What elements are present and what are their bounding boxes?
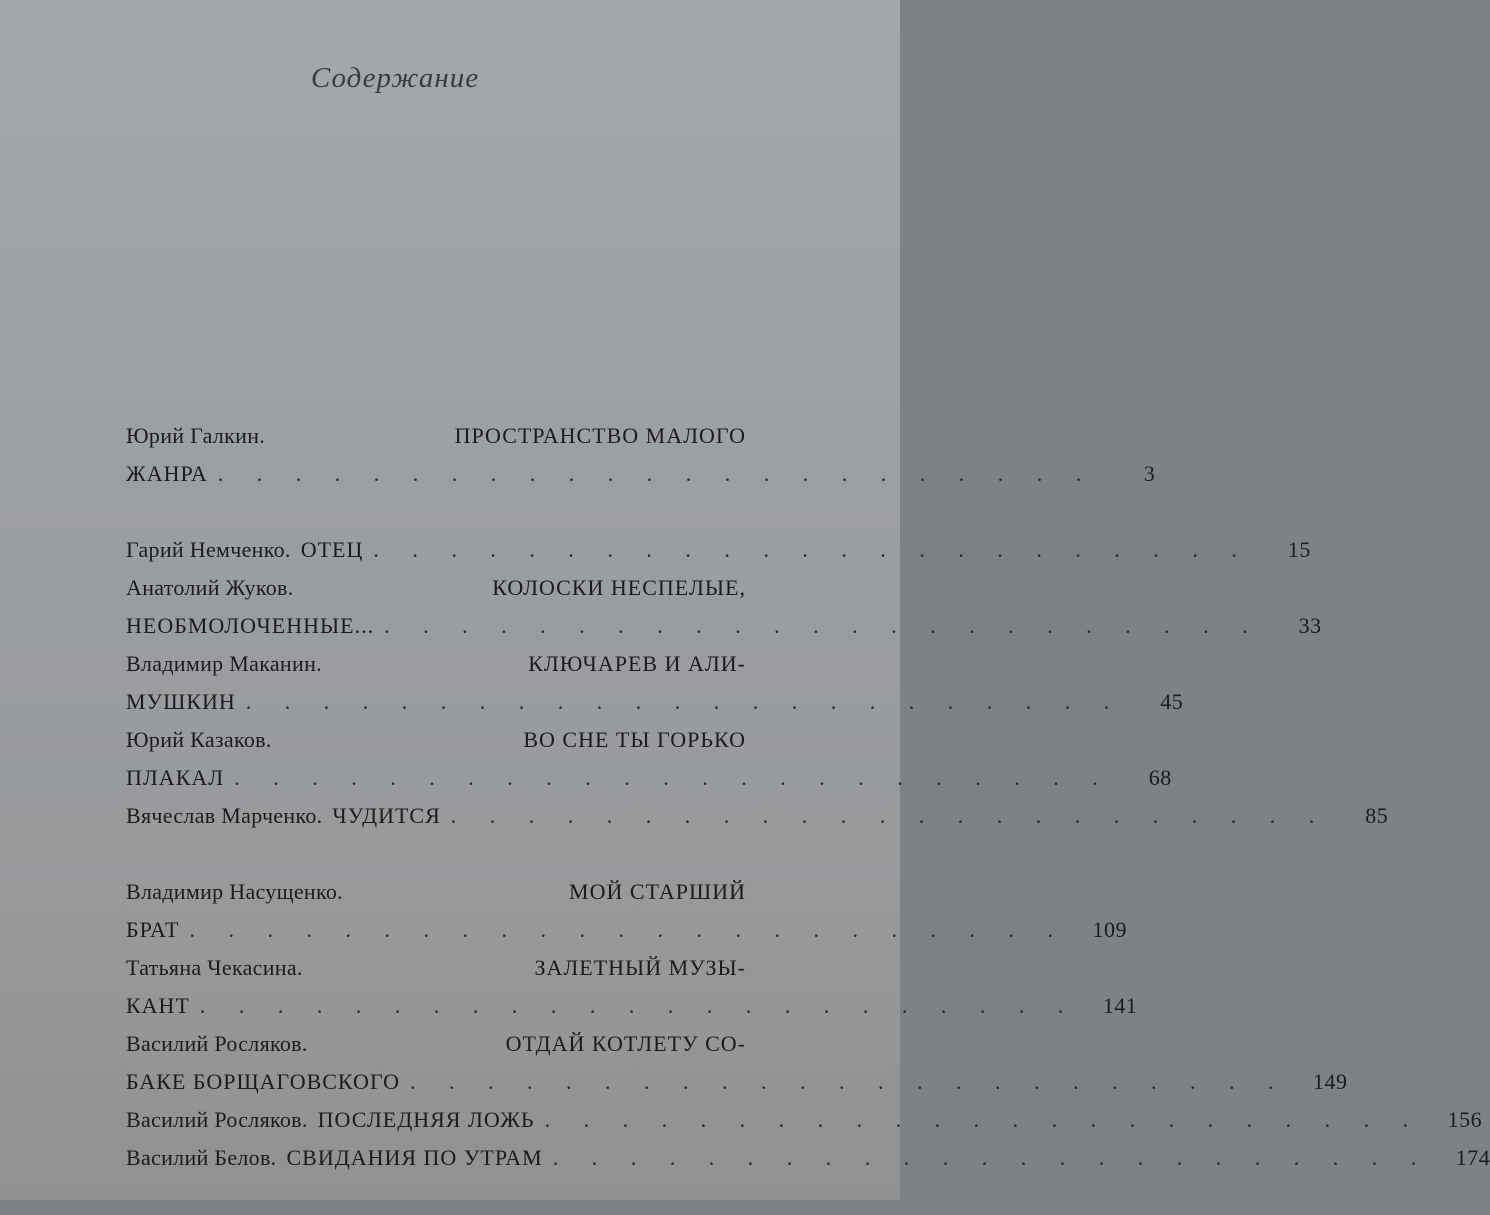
toc-line [126,759,1172,797]
toc-line [126,721,746,759]
entry-title: БРАТ [126,917,180,942]
toc-line [126,1063,1348,1101]
entry-title: КЛЮЧАРЕВ И АЛИ- [528,651,746,676]
dot-leader: . . . . . . . . . . . . . . . . . . . . . . . [217,461,1096,486]
dot-leader: . . . . . . . . . . . . . . . . . . . . . . . [189,917,1067,942]
entry-title: ЧУДИТСЯ [332,803,441,828]
toc-line [126,455,1156,493]
dot-leader: . . . . . . . . . . . . . . . . . . . . . . . [199,993,1078,1018]
entry-page-number: 109 [1092,917,1127,942]
entry-title: ЗАЛЕТНЫЙ МУЗЫ- [534,955,746,980]
toc-line [126,607,1322,645]
entry-author: Василий Росляков. [126,1031,308,1056]
entry-author: Татьяна Чекасина. [126,955,303,980]
entry-page-number: 68 [1148,765,1172,790]
toc-entry[interactable] [126,1025,1348,1101]
entry-page-number: 141 [1102,993,1138,1018]
toc-line [126,645,746,683]
dot-leader: . . . . . . . . . . . . . . . . . . . . . . . [544,1107,1423,1132]
toc-group [126,873,1490,1177]
entry-author: Анатолий Жуков. [126,575,294,600]
toc-line [126,873,746,911]
entry-author: Вячеслав Марченко. [126,803,323,828]
dot-leader: . . . . . . . . . . . . . . . . . . . . . . . [234,765,1112,790]
toc-entry[interactable] [126,1139,1490,1177]
toc-line [126,911,1127,949]
entry-page-number: 149 [1313,1069,1348,1094]
toc-entry[interactable] [126,417,1156,493]
entry-title: ПОСЛЕДНЯЯ ЛОЖЬ [317,1107,535,1132]
entry-page-number: 156 [1447,1107,1483,1132]
entry-author: Владимир Маканин. [126,651,322,676]
entry-title: ПЛАКАЛ [126,765,225,790]
toc-line [126,797,1389,835]
toc-entry[interactable] [126,797,1389,835]
dot-leader: . . . . . . . . . . . . . . . . . . . . . . . [552,1145,1431,1170]
entry-title: ПРОСТРАНСТВО МАЛОГО [454,423,746,448]
table-of-contents [126,417,1490,1215]
entry-author: Юрий Казаков. [126,727,272,752]
toc-entry[interactable] [126,721,1172,797]
entry-title: ВО СНЕ ТЫ ГОРЬКО [523,727,746,752]
toc-entry[interactable] [126,1101,1483,1139]
entry-title: МОЙ СТАРШИЙ [569,879,746,904]
entry-author: Василий Росляков. [126,1107,308,1132]
entry-page-number: 3 [1143,461,1156,486]
toc-line [126,683,1184,721]
dot-leader: . . . . . . . . . . . . . . . . . . . . . . . [245,689,1124,714]
toc-line [126,1139,1490,1177]
entry-title: МУШКИН [126,689,236,714]
dot-leader: . . . . . . . . . . . . . . . . . . . . . . . [450,803,1329,828]
entry-author: Василий Белов. [126,1145,277,1170]
entry-title: ОТДАЙ КОТЛЕТУ СО- [505,1031,746,1056]
toc-entry[interactable] [126,873,1127,949]
entry-title: ЖАНРА [126,461,208,486]
dot-leader: . . . . . . . . . . . . . . . . . . . . . . . [384,613,1262,638]
entry-title: КОЛОСКИ НЕСПЕЛЫЕ, [492,575,746,600]
dot-leader: . . . . . . . . . . . . . . . . . . . . . . . [373,537,1251,562]
entry-author: Гарий Немченко. [126,537,291,562]
toc-line [126,1101,1483,1139]
entry-author: Владимир Насущенко. [126,879,343,904]
entry-page-number: 85 [1365,803,1389,828]
entry-title: НЕОБМОЛОЧЕННЫЕ... [126,613,375,638]
entry-author: Юрий Галкин. [126,423,266,448]
entry-page-number: 174 [1455,1145,1490,1170]
entry-page-number: 15 [1287,537,1311,562]
entry-page-number: 33 [1298,613,1322,638]
toc-entry[interactable] [126,949,1138,1025]
entry-title: КАНТ [126,993,190,1018]
entry-title: СВИДАНИЯ ПО УТРАМ [286,1145,543,1170]
toc-line [126,531,1311,569]
page-title: Содержание [310,62,480,94]
entry-page-number: 45 [1160,689,1184,714]
toc-line [126,987,1138,1025]
toc-line [126,949,746,987]
toc-entry[interactable] [126,645,1184,721]
toc-line [126,417,746,455]
dot-leader: . . . . . . . . . . . . . . . . . . . . . . . [410,1069,1288,1094]
toc-group [126,531,1389,835]
toc-line [126,1025,746,1063]
toc-entry[interactable] [126,531,1311,569]
toc-line [126,569,746,607]
entry-title: БАКЕ БОРЩАГОВСКОГО [126,1069,401,1094]
toc-entry[interactable] [126,569,1322,645]
toc-group [126,417,1156,493]
entry-title: ОТЕЦ [300,537,364,562]
